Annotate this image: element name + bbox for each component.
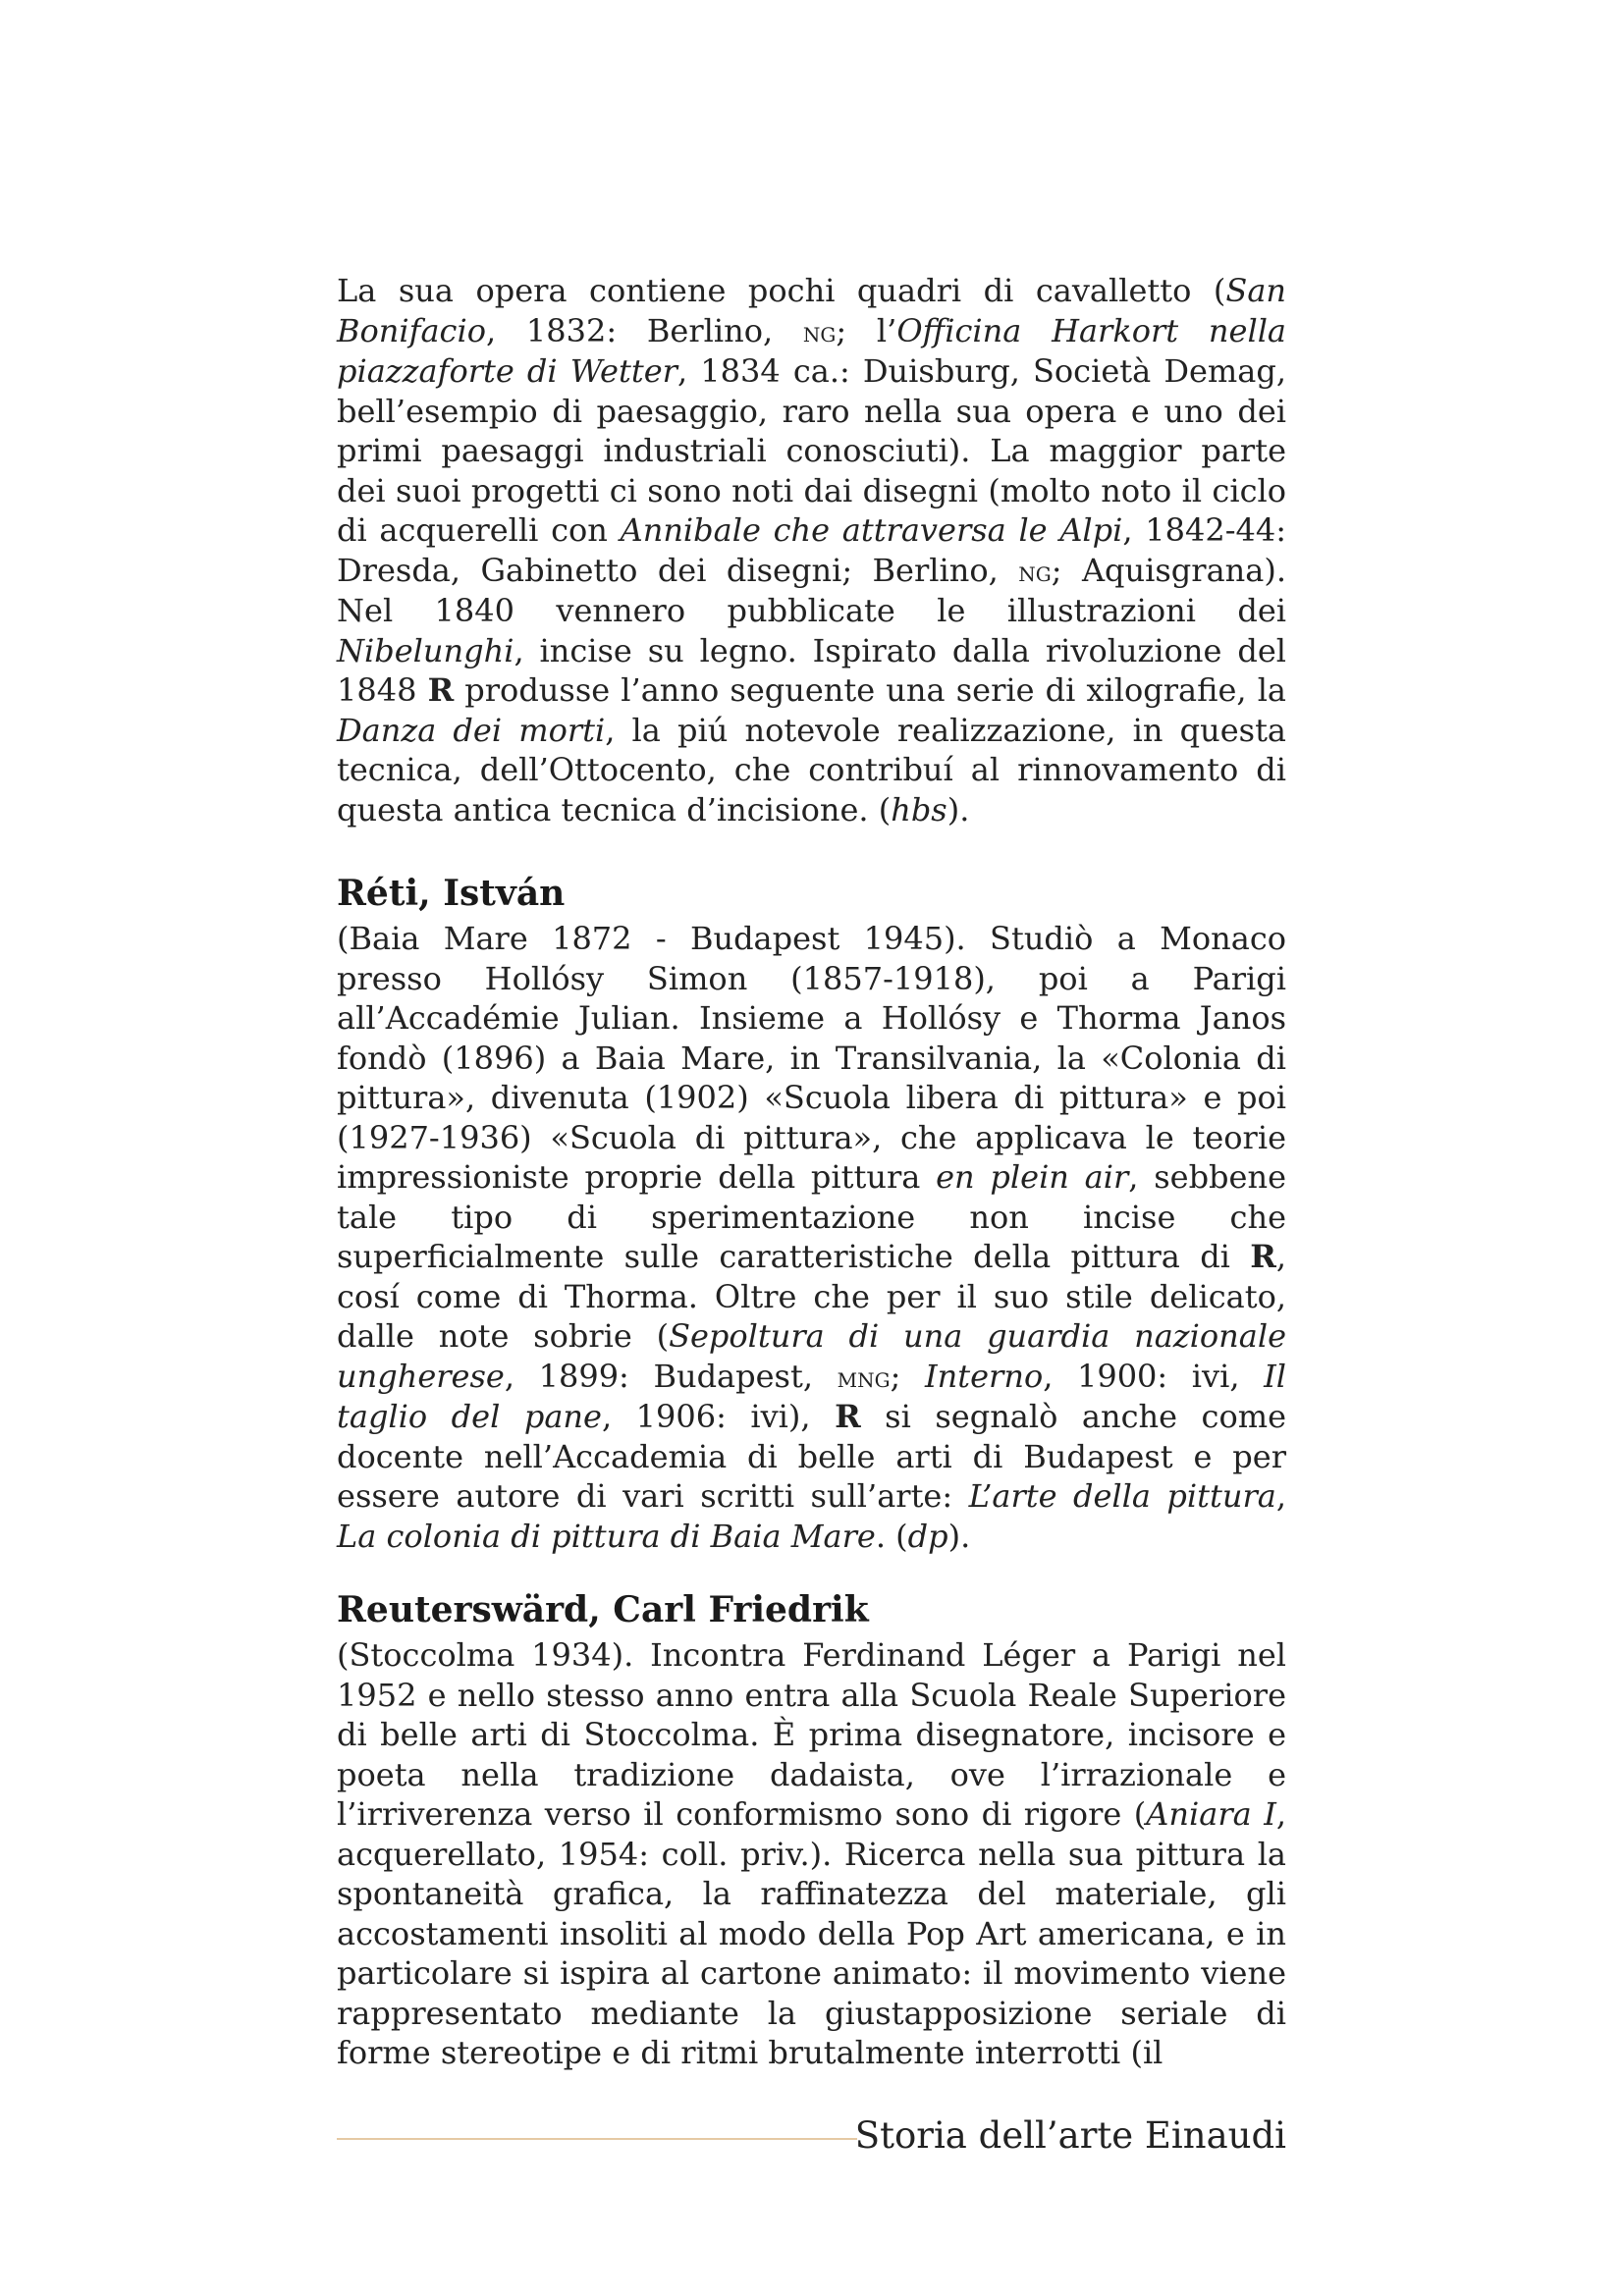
italic-run: dp <box>907 1517 948 1555</box>
text-run: , 1900: ivi, <box>1043 1357 1265 1395</box>
text-run: (Baia Mare 1872 - Budapest 1945). Studiò a Monaco presso Hollósy Simon (1857-1918), poi a Parigi all’Accadémie Julian. Insieme a Hollósy e Thorma Janos fondò (1896) a Baia Mare, in Transilvania, la «Colonia di pittura», divenuta (1902) «Scuola libera di pittura» e poi (1927-1936) «Scuola di pittura», che applicava le teorie impressioniste proprie della pittura <box>337 920 1286 1196</box>
bold-run: R <box>1250 1238 1276 1275</box>
text-run: , 1906: ivi), <box>601 1398 836 1435</box>
text-run: , 1832: Berlino, <box>485 311 803 349</box>
italic-run: hbs <box>891 790 947 828</box>
text-run: , incise su legno. Ispirato dalla rivoluzione del 1848 <box>337 631 1286 709</box>
italic-run: San Bonifacio <box>337 272 1286 349</box>
entry-heading-reti: Réti, István <box>337 873 566 914</box>
entry-heading-reutersward: Reuterswärd, Carl Friedrik <box>337 1589 869 1630</box>
text-run: , 1842-44: Dresda, Gabinetto dei disegni; Berlino, <box>337 511 1287 589</box>
entry-body <box>337 1635 1286 2073</box>
italic-run: en plein air <box>936 1158 1129 1196</box>
page-footer <box>337 2110 1286 2169</box>
small-caps-run: ng <box>802 314 837 348</box>
footer-rule <box>337 2138 857 2140</box>
text-run: La sua opera contiene pochi quadri di cavalletto ( <box>337 272 1226 309</box>
text-run: ; l’ <box>836 311 897 349</box>
small-caps-run: ng <box>1018 554 1052 588</box>
text-run: , 1899: Budapest, <box>504 1357 838 1395</box>
italic-run: Aniara I <box>1146 1795 1276 1833</box>
entry-reti <box>337 919 1286 1556</box>
italic-run: Nibelunghi <box>337 631 514 669</box>
text-run: ). <box>947 1517 971 1555</box>
italic-run: L’arte della pittura <box>968 1477 1276 1515</box>
entry-reutersward <box>337 1635 1286 2073</box>
text-run: ; Aquisgrana). Nel 1840 vennero pubblicate le illustrazioni dei <box>337 551 1286 629</box>
text-run: ; <box>890 1357 925 1395</box>
text-run: , <box>1275 1477 1287 1515</box>
footer-title: Storia dell’arte Einaudi <box>854 2114 1286 2157</box>
text-run: si segnalò anche come docente nell’Accademia di belle arti di Budapest e per essere autore di vari scritti sull’arte: <box>337 1398 1287 1515</box>
bold-run: R <box>835 1398 861 1435</box>
text-run: produsse l’anno seguente una serie di xilografie, la <box>454 671 1287 709</box>
small-caps-run: mng <box>837 1360 891 1394</box>
text-run: ). <box>947 790 970 828</box>
text-run: , cosí come di Thorma. Oltre che per il suo stile delicato, dalle note sobrie ( <box>337 1238 1286 1355</box>
entry-continuation <box>337 271 1286 829</box>
text-run: , sebbene tale tipo di sperimentazione non incise che superficialmente sulle caratteristiche della pittura di <box>337 1158 1287 1275</box>
italic-run: Il taglio del pane <box>337 1357 1287 1435</box>
text-run: , acquerellato, 1954: coll. priv.). Ricerca nella sua pittura la spontaneità grafica, la raffinatezza del materiale, gli accostamenti insoliti al modo della Pop Art americana, e in particolare si ispira al cartone animato: il movimento viene rappresentato mediante la giustapposizione seriale di forme stereotipe e di ritmi brutalmente interrotti (il <box>337 1795 1287 2071</box>
italic-run: La colonia di pittura di Baia Mare <box>337 1517 876 1555</box>
text-run: (Stoccolma 1934). Incontra Ferdinand Léger a Parigi nel 1952 e nello stesso anno entra alla Scuola Reale Superiore di belle arti di Stoccolma. È prima disegnatore, incisore e poeta nella tradizione dadaista, ove l’irrazionale e l’irriverenza verso il conformismo sono di rigore ( <box>337 1636 1286 1833</box>
italic-run: Danza dei morti <box>337 711 606 749</box>
entry-body <box>337 919 1286 1556</box>
text-run: . ( <box>875 1517 908 1555</box>
italic-run: Annibale che attraversa le Alpi <box>620 511 1123 549</box>
italic-run: Interno <box>924 1357 1044 1395</box>
text-run: , 1834 ca.: Duisburg, Società Demag, bell’esempio di paesaggio, raro nella sua opera e uno dei primi paesaggi industriali conosciuti). La maggior parte dei suoi progetti ci sono noti dai disegni (molto noto il ciclo di acquerelli con <box>337 352 1287 549</box>
italic-run: Sepoltura di una guardia nazionale ungherese <box>337 1317 1286 1395</box>
entry-body <box>337 271 1286 829</box>
text-run: , la piú notevole realizzazione, in questa tecnica, dell’Ottocento, che contribuí al rinnovamento di questa antica tecnica d’incisione. ( <box>337 711 1287 828</box>
bold-run: R <box>427 671 455 709</box>
italic-run: Officina Harkort nella piazzaforte di Wetter <box>337 311 1287 390</box>
